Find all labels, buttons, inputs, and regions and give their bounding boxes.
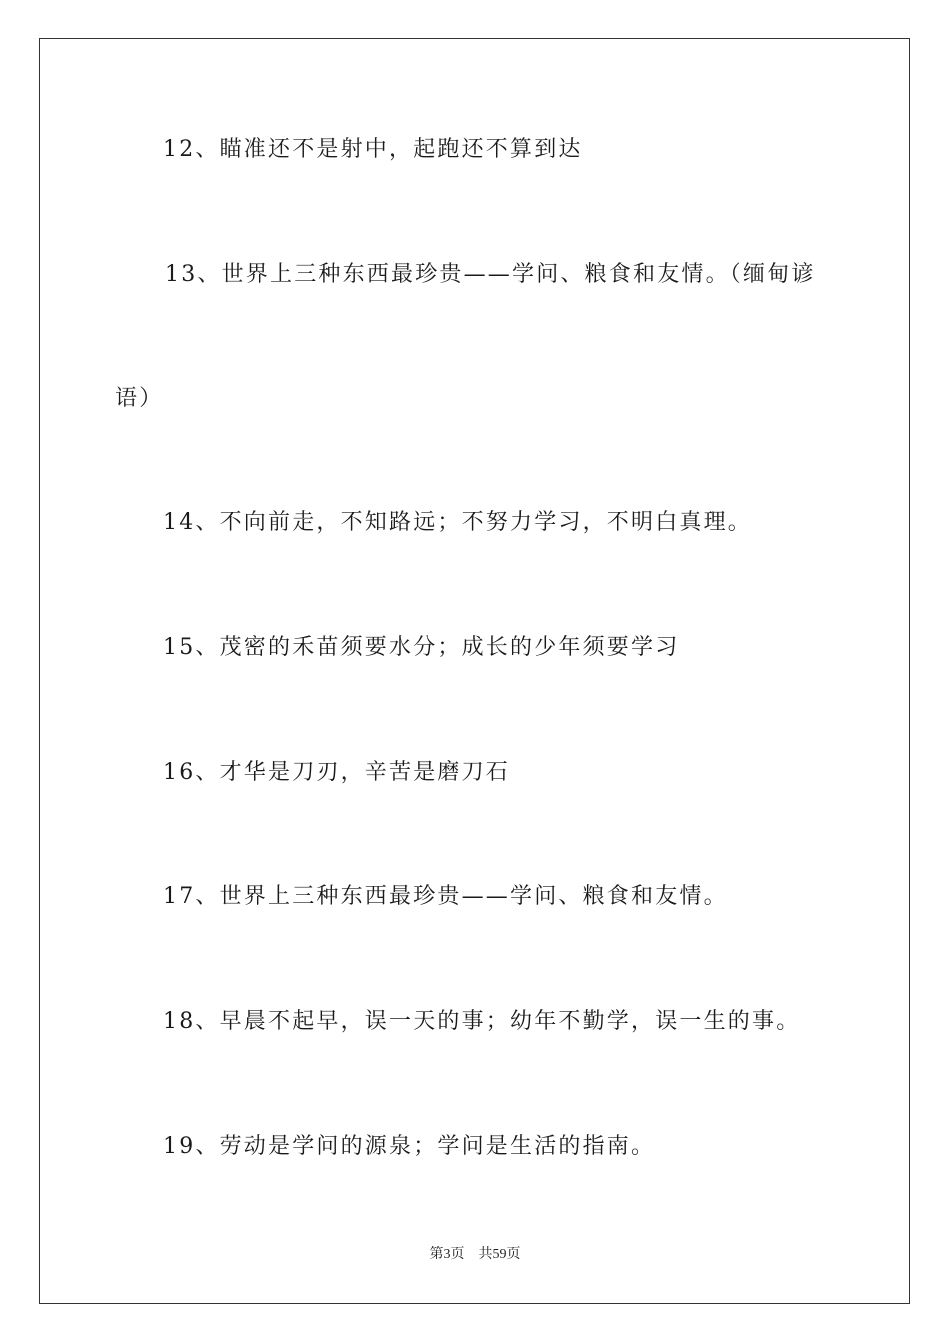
page-footer: [0, 1246, 950, 1264]
proverb-line-17: 17、世界上三种东西最珍贵——学问、粮食和友情。: [163, 884, 728, 909]
proverb-line-16: 16、才华是刀刃，辛苦是磨刀石: [163, 760, 510, 785]
proverb-line-18: 18、早晨不起早，误一天的事；幼年不勤学，误一生的事。: [163, 1009, 801, 1034]
proverb-line-19: 19、劳动是学问的源泉；学问是生活的指南。: [163, 1134, 656, 1159]
total-pages: 共59页: [478, 1247, 521, 1262]
proverb-line-13-continued: 语）: [115, 386, 164, 411]
page-number: 第3页: [429, 1247, 465, 1262]
proverb-line-14: 14、不向前走，不知路远；不努力学习，不明白真理。: [163, 510, 752, 535]
proverb-line-13: 13、世界上三种东西最珍贵——学问、粮食和友情。（缅甸谚: [165, 262, 816, 287]
page-border: [39, 38, 910, 1304]
proverb-line-12: 12、瞄准还不是射中，起跑还不算到达: [163, 137, 583, 162]
proverb-line-15: 15、茂密的禾苗须要水分；成长的少年须要学习: [163, 635, 680, 660]
